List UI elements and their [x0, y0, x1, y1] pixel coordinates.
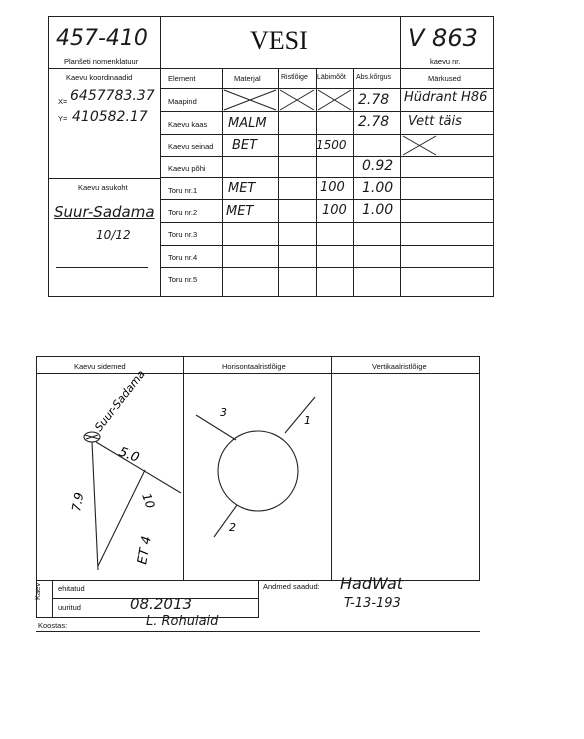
card-title: VESI: [250, 26, 308, 55]
sketch-street-label: Suur-Sadama: [92, 367, 148, 434]
compiled-label: Koostas:: [38, 621, 68, 630]
connections-header: Kaevu sidemed: [74, 362, 126, 371]
pipe-label-3: 3: [220, 406, 227, 419]
data-from-reference: T-13-193: [344, 596, 401, 611]
col-header-element: Element: [168, 74, 196, 83]
row-label: Toru nr.4: [168, 253, 198, 262]
surveyed-label: uuritud: [58, 603, 81, 612]
y-label: Y=: [58, 114, 68, 123]
row-label: Toru nr.5: [168, 275, 198, 284]
cell-notes: Hüdrant H86: [404, 90, 488, 105]
row-label: Kaevu seinad: [168, 142, 214, 151]
row-label: Toru nr.2: [168, 208, 198, 217]
kaev-label: Kaev: [33, 582, 42, 600]
cell-abs: 2.78: [358, 92, 390, 108]
y-value: 410582.17: [72, 109, 148, 125]
cell-abs: 2.78: [358, 114, 390, 130]
row-label: Kaevu põhi: [168, 164, 206, 173]
row-label: Maapind: [168, 97, 197, 106]
nomenclature-label: Planšeti nomenklatuur: [64, 57, 139, 66]
col-header-material: Materjal: [234, 74, 261, 83]
row-label: Toru nr.1: [168, 186, 198, 195]
coords-header: Kaevu koordinaadid: [66, 73, 133, 82]
horizontal-section-header: Horisontaalristlõige: [222, 362, 286, 371]
col-header-notes: Märkused: [428, 74, 461, 83]
cell-abs: 1.00: [362, 202, 394, 218]
pipe-label-2: 2: [229, 521, 236, 534]
cell-material: MALM: [228, 116, 267, 131]
cell-diameter: 1500: [316, 138, 347, 152]
cell-notes: Vett täis: [408, 114, 462, 129]
sketch-distance-1: 5.0: [116, 444, 142, 466]
col-header-diameter: Läbimõõt: [317, 74, 346, 81]
x-value: 6457783.37: [70, 88, 155, 104]
nomenclature-value: 457-410: [56, 26, 148, 51]
well-number-label: kaevu nr.: [430, 57, 461, 66]
pipe-label-1: 1: [304, 414, 311, 427]
sketch-distance-2: 10: [139, 491, 158, 511]
well-number-value: V 863: [408, 24, 478, 52]
cell-material: MET: [226, 204, 254, 219]
location-number: 10/12: [96, 228, 131, 242]
surveyed-date: 08.2013: [130, 595, 193, 613]
cell-material: MET: [228, 181, 256, 196]
sketch-building-label: ET 4: [135, 534, 155, 566]
col-header-cross: Ristlõige: [281, 74, 308, 81]
location-street: Suur-Sadama: [54, 203, 155, 221]
x-label: X=: [58, 97, 68, 106]
cell-diameter: 100: [320, 180, 345, 195]
location-header: Kaevu asukoht: [78, 183, 128, 192]
compiled-signature: L. Rohulaid: [146, 614, 219, 629]
row-label: Toru nr.3: [168, 230, 198, 239]
data-from-value: HadWat: [340, 574, 404, 593]
cell-diameter: 100: [322, 203, 347, 218]
built-label: ehitatud: [58, 584, 85, 593]
cell-abs: 0.92: [362, 158, 394, 174]
vertical-section-header: Vertikaalristlõige: [372, 362, 427, 371]
cell-abs: 1.00: [362, 180, 394, 196]
row-label: Kaevu kaas: [168, 120, 208, 129]
col-header-abs: Abs.kõrgus: [356, 74, 392, 81]
data-from-label: Andmed saadud:: [263, 582, 320, 591]
cell-material: BET: [232, 138, 258, 153]
sketch-distance-3: 7.9: [69, 491, 87, 513]
